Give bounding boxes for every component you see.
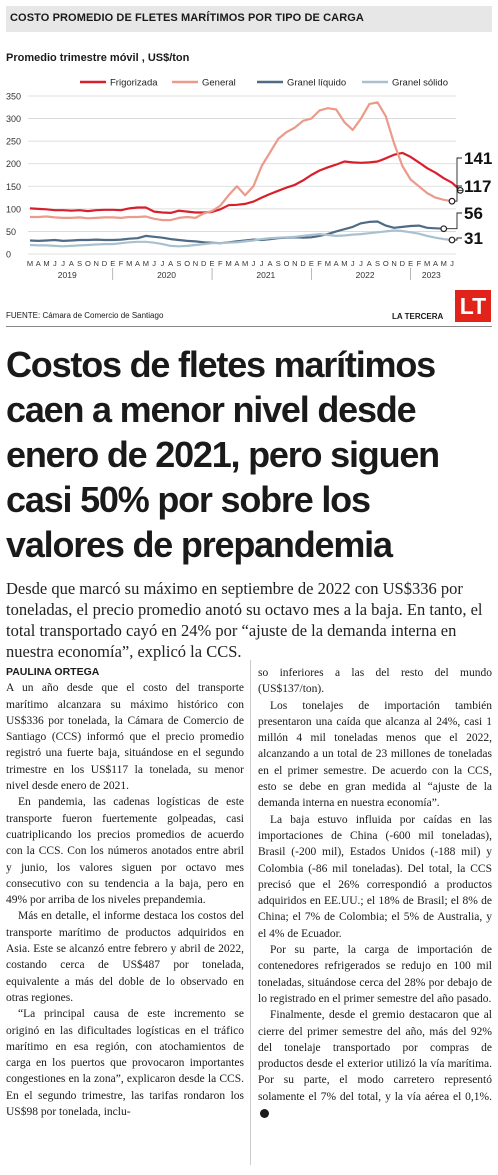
x-tick-label: J [251, 259, 256, 268]
y-tick-label: 300 [6, 114, 22, 125]
series-end-label: 117 [464, 177, 492, 196]
x-tick-label: O [382, 259, 389, 268]
end-label-connector [457, 158, 463, 190]
end-of-article-icon: P [260, 1109, 269, 1118]
x-tick-label: M [225, 259, 232, 268]
x-tick-label: F [317, 259, 322, 268]
y-tick-label: 250 [6, 136, 22, 147]
x-year-label: 2023 [421, 270, 441, 280]
article-paragraph: Más en detalle, el informe destaca los costos del transporte marítimo de productos adquiridos en Asia. Este se alcanzó entre febrero y abril de 2022, costando cerca de US$487 por tonelada, equivalente a más del doble de lo observado en otras regiones. [6, 910, 244, 1004]
x-year-label: 2019 [57, 270, 77, 280]
article-paragraph: A un año desde que el costo del transporte marítimo alcanzara su máximo histórico con US$336 por tonelada, la Cámara de Comercio de Santiago (CCS) informó que el precio promedio registró una fuerte baja, situándose en el segundo trimestre en los US$117 la tonelada, su menor nivel desde enero de 2021. [6, 682, 244, 793]
la-tercera-logo: LT [455, 290, 491, 322]
x-tick-label: E [209, 259, 215, 268]
x-tick-label: S [275, 259, 281, 268]
article-paragraph: Los tonelajes de importación también presentaron una caída que alcanza al 24%, casi 1 millón 4 mil toneladas menos que el 2022, alcanzando a un total de 23 millones de toneladas en el primer semestre. De acuerdo con la CCS, esto se debe en gran medida al “ajuste de la demanda interna en nuestra economía”. [258, 699, 492, 810]
chart-title: COSTO PROMEDIO DE FLETES MARÍTIMOS POR TIPO DE CARGA [10, 12, 364, 24]
y-tick-label: 50 [6, 226, 17, 237]
x-tick-label: N [93, 259, 99, 268]
x-tick-label: J [259, 259, 264, 268]
x-tick-label: E [308, 259, 314, 268]
x-tick-label: A [432, 259, 438, 268]
chart-title-bar [6, 6, 492, 32]
article-lead: Desde que marcó su máximo en septiembre de 2022 con US$336 por toneladas, el precio promedio anotó su octavo mes a la baja. En tanto, el total transportado cayó en 24% por “ajuste de la demanda interna en nuestra economía”, explicó la CCS. [6, 579, 483, 661]
series-end-label: 141 [464, 149, 493, 168]
x-tick-label: M [242, 259, 249, 268]
article-paragraph: En pandemia, las cadenas logísticas de este transporte fueron fuertemente golpeadas, casi cuatriplicando los precios promedios de acuerdo con la CCS. Con los números anotados entre abril y junio, los valores siguen por octavo mes consecutivo con su tendencia a la baja, pero en 49% por arriba de los niveles prepandemia. [6, 796, 244, 907]
brand-name: LA TERCERA [392, 312, 444, 321]
end-label-connector [455, 238, 462, 240]
x-tick-label: A [333, 259, 339, 268]
x-tick-label: D [201, 259, 207, 268]
x-tick-label: J [61, 259, 65, 268]
x-tick-label: A [68, 259, 74, 268]
series-line [30, 231, 452, 247]
article-byline: PAULINA ORTEGA [6, 666, 100, 678]
x-tick-label: A [168, 259, 174, 268]
x-tick-label: J [350, 259, 355, 268]
x-tick-label: S [77, 259, 83, 268]
x-tick-label: D [101, 259, 108, 268]
x-year-label: 2020 [157, 270, 176, 280]
chart-subtitle: Promedio trimestre móvil , US$/ton [6, 52, 190, 64]
x-tick-label: N [391, 259, 397, 268]
x-tick-label: A [267, 259, 273, 268]
x-tick-label: J [450, 259, 454, 268]
series-end-label: 56 [464, 204, 483, 223]
x-tick-label: O [184, 259, 191, 268]
y-tick-label: 200 [6, 159, 22, 170]
x-tick-label: J [52, 259, 57, 268]
x-tick-label: O [84, 259, 91, 268]
x-tick-label: E [110, 259, 116, 268]
x-tick-label: O [283, 259, 290, 268]
article-paragraph: La baja estuvo influida por caídas en las importaciones de China (-600 mil toneladas), Brasil (-200 mil), Estados Unidos (-188 mil) y Colombia (-86 mil toneladas). Del total, la CCS precisó que el 26% correspondió a productos adquiridos en EE.UU.; el 18% de Brasil; el 8% de China; el 7% de Colombia; el 5% de Australia, y el 4% de Ecuador. [258, 813, 492, 940]
chart-source: FUENTE: Cámara de Comercio de Santiago [6, 311, 164, 320]
x-tick-label: J [359, 259, 363, 268]
series-end-point [441, 226, 447, 232]
x-tick-label: M [324, 259, 332, 268]
x-tick-label: N [192, 259, 199, 268]
article-paragraph: Por su parte, la carga de importación de contenedores refrigerados se redujo en 100 mil toneladas, situándose cerca del 28% por debajo de lo registrado en el primer semestre del año pasado. [258, 944, 492, 1005]
x-year-label: 2021 [256, 270, 276, 280]
y-tick-label: 100 [6, 204, 22, 215]
x-tick-label: M [43, 259, 50, 268]
article-paragraph-text: Finalmente, desde el gremio destacaron que al cierre del primer semestre del año, más del 92% del tonelaje transportado por compras de productos desde el exterior utilizó la vía marítima. Por su parte, el modo carretero representó solamente el 7% del total, y la vía aérea el 0,1%. [258, 1009, 492, 1103]
x-tick-label: A [366, 259, 372, 268]
article-column-2 [258, 665, 492, 1121]
x-tick-label: S [375, 259, 381, 268]
column-divider [250, 660, 251, 1165]
chart-divider [6, 326, 492, 327]
legend-label: Granel sólido [392, 77, 448, 89]
x-tick-label: F [118, 259, 124, 268]
y-tick-label: 350 [6, 91, 22, 102]
series-end-point [449, 198, 455, 204]
x-tick-label: M [142, 259, 149, 268]
x-tick-label: F [416, 259, 422, 268]
article-column-1 [6, 664, 244, 1120]
legend-label: Granel líquido [287, 77, 347, 89]
series-end-label: 31 [464, 229, 483, 248]
article-headline: Costos de fletes marítimos caen a menor nivel desde enero de 2021, pero siguen casi 50% por sobre los valores de prepandemia [6, 344, 439, 565]
series-line [30, 102, 452, 220]
series-line [30, 153, 460, 213]
x-tick-label: D [300, 259, 306, 268]
x-tick-label: E [408, 259, 414, 268]
x-tick-label: M [126, 259, 133, 268]
y-tick-label: 0 [6, 249, 12, 260]
x-tick-label: J [152, 259, 156, 268]
x-tick-label: N [292, 259, 298, 268]
x-year-label: 2022 [355, 270, 375, 280]
article-paragraph: “La principal causa de este incremento se originó en las dificultades logísticas en el tráfico marítimo en esa región, con atochamientos de carga en los puertos que provocaron importantes congestiones en la zona”, explicaron desde la CCS. En el segundo trimestre, las tarifas rondaron los US$98 por tonelada, inclu- [6, 1008, 244, 1119]
legend-label: Frigorizada [110, 77, 158, 89]
x-tick-label: M [341, 259, 348, 268]
end-label-connector [447, 213, 462, 229]
x-tick-label: M [424, 259, 431, 268]
series-end-point [449, 237, 455, 243]
x-tick-label: F [218, 259, 223, 268]
x-tick-label: S [176, 259, 182, 268]
x-tick-label: J [160, 259, 165, 268]
article-paragraph [258, 1007, 492, 1121]
legend-label: General [202, 77, 236, 89]
x-tick-label: A [35, 259, 41, 268]
x-tick-label: M [26, 259, 34, 268]
x-tick-label: A [135, 259, 141, 268]
x-tick-label: M [440, 259, 447, 268]
x-tick-label: D [399, 259, 406, 268]
article-paragraph: so inferiores a las del resto del mundo (US$137/ton). [258, 667, 492, 696]
x-tick-label: A [234, 259, 240, 268]
y-tick-label: 150 [6, 181, 22, 192]
freight-cost-line-chart [0, 70, 498, 288]
